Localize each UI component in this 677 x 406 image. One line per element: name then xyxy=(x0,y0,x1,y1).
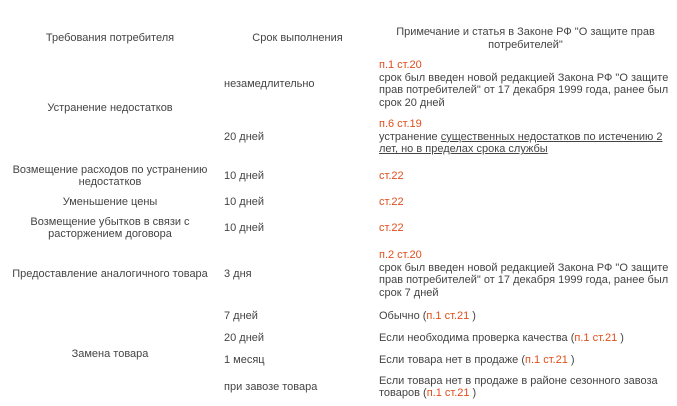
law-reference-link[interactable]: п.1 ст.21 xyxy=(574,331,618,344)
term-cell: 10 дней xyxy=(224,195,265,208)
term-cell: 20 дней xyxy=(224,331,265,344)
note-text: срок был введен новой редакцией Закона РФ "О защите прав потребителей" от 17 декабря 1999 года, ранее был срок 7 дней xyxy=(379,261,669,299)
law-reference-link[interactable]: п.2 ст.20 xyxy=(379,249,422,261)
note-cell: Если товара нет в продаже (п.1 ст.21 ) xyxy=(379,353,575,366)
requirements-table xyxy=(4,26,672,403)
requirement-cell: Замена товара xyxy=(71,347,149,360)
note-cell xyxy=(371,161,672,191)
header-term: Срок выполнения xyxy=(252,32,343,45)
note-cell xyxy=(371,213,672,243)
note-cell xyxy=(371,243,672,305)
note-text: Если необходима проверка качества xyxy=(379,331,568,344)
term-cell: незамедлительно xyxy=(224,77,315,90)
requirement-cell: Возмещение расходов по устранению недостатков xyxy=(12,163,208,189)
note-text: Обычно xyxy=(379,309,420,322)
note-text: устранение xyxy=(379,130,441,143)
term-cell: при завозе товара xyxy=(224,380,318,393)
term-cell: 3 дня xyxy=(224,267,252,280)
requirement-cell: Предоставление аналогичного товара xyxy=(12,267,208,280)
note-cell xyxy=(371,113,672,161)
note-text: Если товара нет в продаже xyxy=(379,353,519,366)
law-reference-link[interactable]: п.6 ст.19 xyxy=(379,118,422,131)
table-row xyxy=(4,213,672,243)
note-text: срок был введен новой редакцией Закона РФ "О защите прав потребителей" от 17 декабря 1999 года, ранее был срок 20 дней xyxy=(379,71,669,109)
table-row xyxy=(4,191,672,213)
substantial-defects-link[interactable]: существенных недостатков по истечению 2 лет, но в пределах срока службы xyxy=(379,130,663,156)
law-reference-link[interactable]: ст.22 xyxy=(379,169,404,182)
header-requirements: Требования потребителя xyxy=(45,32,175,45)
term-cell: 1 месяц xyxy=(224,353,265,366)
note-cell: Обычно (п.1 ст.21 ) xyxy=(379,309,476,322)
law-reference-link[interactable]: п.1 ст.21 xyxy=(426,387,470,400)
note-cell xyxy=(371,191,672,213)
note-cell xyxy=(371,55,672,113)
term-cell: 7 дней xyxy=(224,309,258,322)
term-cell: 10 дней xyxy=(224,221,265,234)
table-row xyxy=(4,55,672,113)
requirement-cell: Возмещение убытков в связи с расторжением договора xyxy=(30,215,190,241)
term-cell: 20 дней xyxy=(224,130,265,143)
law-reference-link[interactable]: п.1 ст.20 xyxy=(379,59,422,71)
table-row xyxy=(4,243,672,305)
law-reference-link[interactable]: ст.22 xyxy=(379,221,404,234)
note-text: Если товара нет в продаже в районе сезонного завоза товаров xyxy=(379,374,658,400)
requirement-cell: Устранение недостатков xyxy=(47,101,173,114)
law-reference-link[interactable]: п.1 ст.21 xyxy=(426,309,470,322)
requirement-cell: Уменьшение цены xyxy=(62,195,158,208)
header-note: Примечание и статья в Законе РФ "О защите прав потребителей" xyxy=(396,26,655,51)
table-header-row xyxy=(4,26,672,55)
table-row xyxy=(4,305,672,327)
law-reference-link[interactable]: ст.22 xyxy=(379,195,404,208)
term-cell: 10 дней xyxy=(224,169,265,182)
law-reference-link[interactable]: п.1 ст.21 xyxy=(525,353,568,366)
table-row xyxy=(4,161,672,191)
note-cell: Если товара нет в продаже в районе сезонного завоза товаров (п.1 ст.21 ) xyxy=(379,374,658,400)
note-cell: Если необходима проверка качества (п.1 ст.21 ) xyxy=(379,331,624,344)
